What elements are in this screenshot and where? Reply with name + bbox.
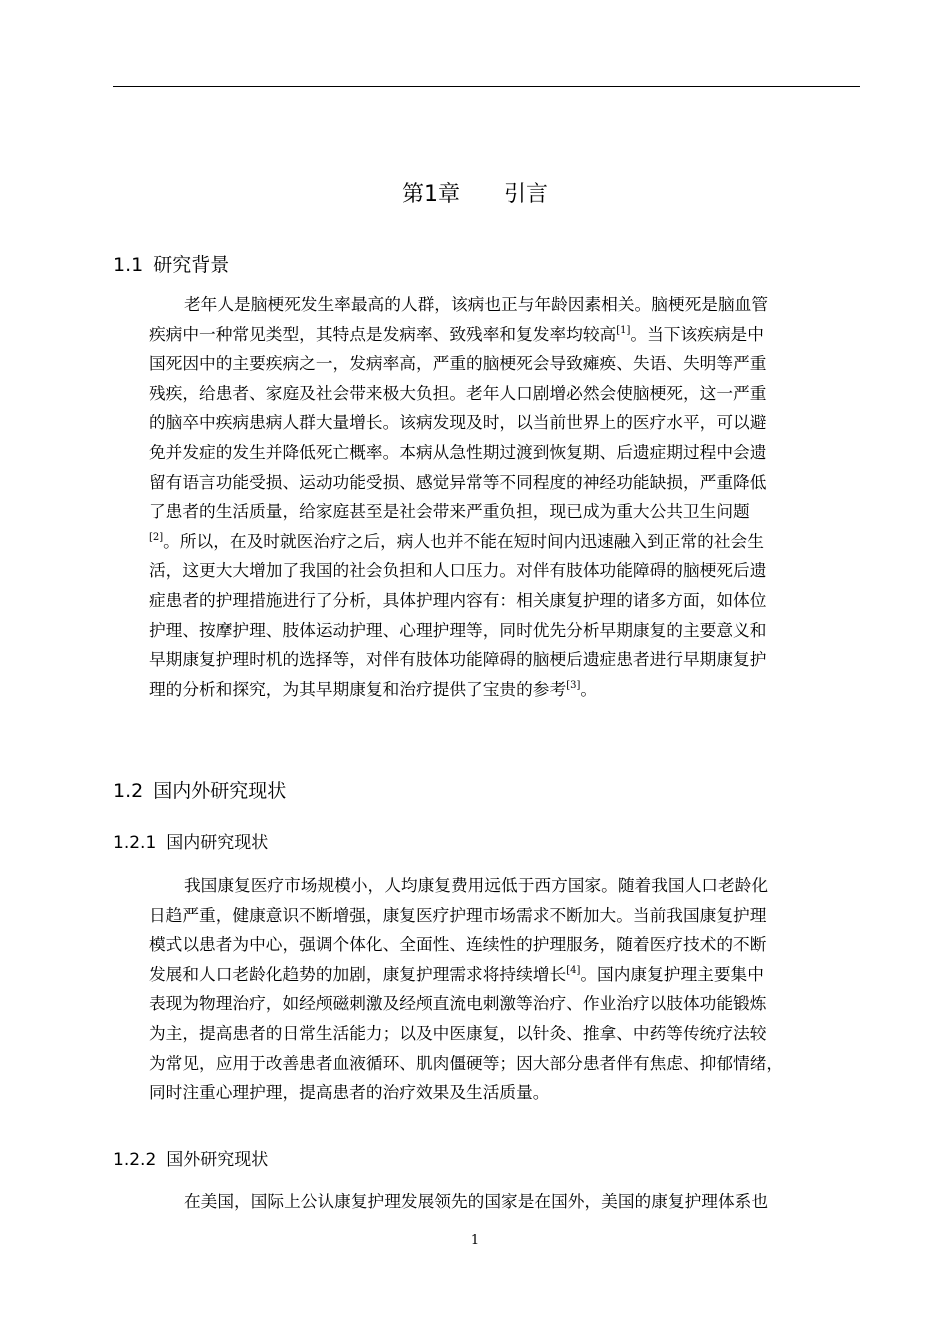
text-line: 症患者的护理措施进行了分析，具体护理内容有：相关康复护理的诸多方面，如体位 <box>149 589 767 610</box>
text-line: 理的分析和探究，为其早期康复和治疗提供了宝贵的参考[3]。 <box>149 678 598 699</box>
subsection-number: 1.2.1 <box>113 833 157 853</box>
text-line: 表现为物理治疗，如经颅磁刺激及经颅直流电刺激等治疗、作业治疗以肢体功能锻炼 <box>149 993 767 1014</box>
text-line: 同时注重心理护理，提高患者的治疗效果及生活质量。 <box>149 1082 550 1103</box>
text-line: 残疾，给患者、家庭及社会带来极大负担。老年人口剧增必然会使脑梗死，这一严重 <box>149 382 767 403</box>
text-line: 老年人是脑梗死发生率最高的人群，该病也正与年龄因素相关。脑梗死是脑血管 <box>184 294 769 314</box>
subsection-heading-1-2-1 <box>113 830 268 856</box>
text-line: 活，这更大大增加了我国的社会负担和人口压力。对伴有肢体功能障碍的脑梗死后遗 <box>149 560 767 581</box>
text-line: 护理、按摩护理、肢体运动护理、心理护理等，同时优先分析早期康复的主要意义和 <box>149 619 767 640</box>
section-title: 研究背景 <box>153 254 230 276</box>
text-line: 为主，提高患者的日常生活能力；以及中医康复，以针灸、推拿、中药等传统疗法较 <box>149 1022 767 1043</box>
text-line: 我国康复医疗市场规模小，人均康复费用远低于西方国家。随着我国人口老龄化 <box>184 875 769 895</box>
text-line: 疾病中一种常见类型，其特点是发病率、致残率和复发率均较高[1]。当下该疾病是中 <box>149 323 764 344</box>
citation-ref: [4] <box>566 964 581 976</box>
chapter-name: 引言 <box>503 182 548 207</box>
text-line: 为常见，应用于改善患者血液循环、肌肉僵硬等；因大部分患者伴有焦虑、抑郁情绪， <box>149 1052 784 1073</box>
subsection-title: 国外研究现状 <box>166 1150 269 1170</box>
paragraph-domestic-research <box>149 871 861 1108</box>
section-heading-1-2 <box>113 777 286 805</box>
text-line: 模式以患者为中心，强调个体化、全面性、连续性的护理服务，随着医疗技术的不断 <box>149 934 767 955</box>
citation-ref: [1] <box>616 324 631 336</box>
text-line: 留有语言功能受损、运动功能受损、感觉异常等不同程度的神经功能缺损，严重降低 <box>149 471 767 492</box>
subsection-title: 国内研究现状 <box>166 833 269 853</box>
subsection-heading-1-2-2 <box>113 1147 268 1173</box>
page-number: 1 <box>470 1233 480 1248</box>
section-heading-1-1 <box>113 251 229 279</box>
text-line: 日趋严重，健康意识不断增强，康复医疗护理市场需求不断加大。当前我国康复护理 <box>149 904 767 925</box>
text-line: 的脑卒中疾病患病人群大量增长。该病发现及时，以当前世界上的医疗水平，可以避 <box>149 412 767 433</box>
section-title: 国内外研究现状 <box>153 780 287 802</box>
chapter-number: 第1章 <box>401 182 460 207</box>
paragraph-foreign-research <box>149 1187 861 1217</box>
subsection-number: 1.2.2 <box>113 1150 157 1170</box>
text-line: [2]。所以，在及时就医治疗之后，病人也并不能在短时间内迅速融入到正常的社会生 <box>149 530 764 551</box>
citation-ref: [3] <box>566 679 581 691</box>
paragraph-research-background <box>149 290 861 704</box>
text-line: 免并发症的发生并降低死亡概率。本病从急性期过渡到恢复期、后遗症期过程中会遗 <box>149 441 767 462</box>
section-number: 1.2 <box>113 780 144 802</box>
citation-ref: [2] <box>149 531 164 543</box>
text-line: 在美国，国际上公认康复护理发展领先的国家是在国外，美国的康复护理体系也 <box>184 1191 769 1211</box>
text-line: 国死因中的主要疾病之一，发病率高，严重的脑梗死会导致瘫痪、失语、失明等严重 <box>149 353 767 374</box>
section-number: 1.1 <box>113 254 144 276</box>
text-line: 早期康复护理时机的选择等，对伴有肢体功能障碍的脑梗后遗症患者进行早期康复护 <box>149 649 767 670</box>
chapter-title <box>0 178 950 212</box>
header-rule <box>113 86 860 87</box>
text-line: 了患者的生活质量，给家庭甚至是社会带来严重负担，现已成为重大公共卫生问题 <box>149 501 750 522</box>
text-line: 发展和人口老龄化趋势的加剧，康复护理需求将持续增长[4]。国内康复护理主要集中 <box>149 963 764 984</box>
